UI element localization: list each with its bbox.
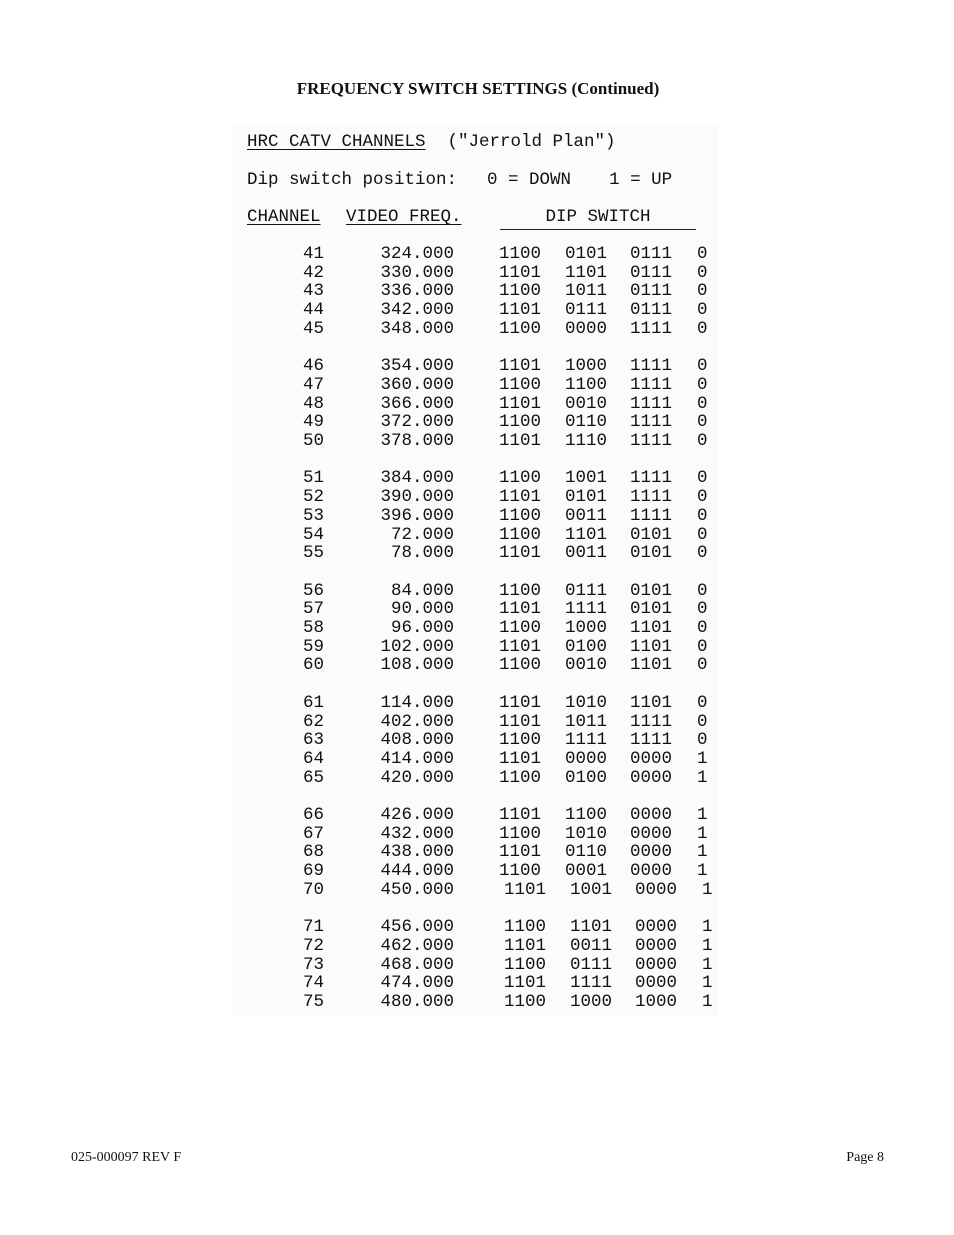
dip-bank-1-cell: 1100 (499, 412, 542, 433)
dip-bank-3-cell: 0000 (630, 842, 673, 863)
video-freq-cell: 468.000 (380, 954, 454, 975)
dip-bank-3-cell: 0101 (630, 580, 673, 601)
channel-cell: 70 (302, 879, 324, 900)
dip-bank-3-cell: 1111 (630, 487, 673, 508)
dip-bank-3-cell: 1111 (630, 356, 673, 377)
dip-bank-3-cell: 1101 (630, 655, 673, 676)
dip-bank-4-cell: 0 (697, 636, 708, 657)
dip-bank-2-cell: 1011 (565, 711, 608, 732)
video-freq-cell: 456.000 (380, 917, 454, 938)
dip-bank-4-cell: 0 (697, 487, 708, 508)
dip-bank-4-cell: 1 (697, 823, 708, 844)
channel-cell: 48 (302, 393, 324, 414)
page-title: FREQUENCY SWITCH SETTINGS (Continued) (296, 79, 660, 98)
dip-bank-2-cell: 0111 (565, 580, 608, 601)
video-freq-cell: 72.000 (390, 524, 454, 545)
video-freq-cell: 462.000 (380, 935, 454, 956)
dip-bank-3-cell: 1111 (630, 730, 673, 751)
dip-bank-1-cell: 1100 (504, 992, 547, 1012)
video-freq-cell: 426.000 (380, 805, 454, 825)
channel-cell: 51 (302, 468, 324, 489)
dip-bank-1-cell: 1100 (499, 823, 542, 844)
video-freq-cell: 78.000 (390, 543, 454, 564)
video-freq-cell: 480.000 (380, 992, 454, 1012)
dip-bank-3-cell: 1111 (630, 711, 673, 732)
dip-bank-2-cell: 1101 (565, 524, 608, 545)
dip-bank-4-cell: 1 (697, 842, 708, 863)
channel-cell: 57 (302, 599, 324, 620)
dip-up-legend: 1 = UP (609, 170, 673, 190)
channel-cell: 71 (302, 917, 324, 938)
dip-bank-2-cell: 0011 (565, 505, 608, 526)
channel-cell: 58 (302, 618, 324, 638)
dip-switch-header: DIP SWITCH (500, 207, 696, 230)
dip-bank-4-cell: 1 (697, 748, 708, 769)
dip-bank-4-cell: 1 (697, 861, 708, 882)
video-freq-cell: 474.000 (380, 973, 454, 994)
dip-bank-4-cell: 0 (697, 655, 708, 676)
channel-cell: 52 (302, 487, 324, 508)
dip-bank-1-cell: 1100 (499, 244, 542, 264)
dip-down-legend: 0 = DOWN (487, 170, 572, 190)
video-freq-cell: 444.000 (380, 861, 454, 882)
dip-bank-2-cell: 0001 (565, 861, 608, 882)
dip-bank-2-cell: 1111 (565, 599, 608, 620)
video-freq-cell: 108.000 (380, 655, 454, 676)
video-freq-cell: 384.000 (380, 468, 454, 489)
channel-cell: 65 (302, 767, 324, 788)
dip-bank-3-cell: 0000 (635, 954, 678, 975)
dip-bank-1-cell: 1101 (499, 431, 542, 451)
channel-cell: 69 (302, 861, 324, 882)
video-freq-cell: 90.000 (390, 599, 454, 620)
channel-cell: 44 (302, 300, 324, 321)
dip-bank-4-cell: 0 (697, 618, 708, 638)
video-freq-cell: 414.000 (380, 748, 454, 769)
dip-bank-2-cell: 0000 (565, 318, 608, 339)
video-freq-cell: 324.000 (380, 244, 454, 264)
dip-bank-4-cell: 0 (697, 244, 708, 264)
table-title-text: HRC CATV CHANNELS (247, 132, 426, 152)
dip-bank-1-cell: 1101 (504, 973, 547, 994)
dip-bank-1-cell: 1100 (499, 318, 542, 339)
video-freq-cell: 354.000 (380, 356, 454, 377)
video-freq-cell: 420.000 (380, 767, 454, 788)
dip-bank-2-cell: 1001 (565, 468, 608, 489)
channel-cell: 62 (302, 711, 324, 732)
dip-bank-2-cell: 1010 (565, 823, 608, 844)
video-freq-cell: 438.000 (380, 842, 454, 863)
dip-bank-1-cell: 1100 (499, 655, 542, 676)
channel-cell: 67 (302, 823, 324, 844)
channel-cell: 42 (302, 262, 324, 283)
dip-bank-2-cell: 0110 (565, 842, 608, 863)
dip-bank-4-cell: 0 (697, 543, 708, 564)
dip-bank-2-cell: 1111 (565, 730, 608, 751)
page-number: Page 8 (846, 1150, 884, 1165)
dip-bank-4-cell: 1 (702, 992, 713, 1012)
dip-bank-1-cell: 1100 (499, 374, 542, 395)
dip-bank-1-cell: 1100 (499, 580, 542, 601)
channel-cell: 50 (302, 431, 324, 451)
dip-bank-4-cell: 0 (697, 711, 708, 732)
dip-bank-4-cell: 0 (697, 281, 708, 302)
dip-bank-2-cell: 0011 (565, 543, 608, 564)
dip-bank-2-cell: 0110 (565, 412, 608, 433)
dip-bank-1-cell: 1101 (499, 636, 542, 657)
dip-bank-2-cell: 1001 (570, 879, 613, 900)
video-freq-cell: 342.000 (380, 300, 454, 321)
dip-bank-2-cell: 0101 (565, 487, 608, 508)
channel-cell: 68 (302, 842, 324, 863)
video-freq-cell: 336.000 (380, 281, 454, 302)
dip-bank-1-cell: 1100 (504, 917, 547, 938)
dip-bank-1-cell: 1101 (499, 356, 542, 377)
video-freq-cell: 396.000 (380, 505, 454, 526)
channel-cell: 56 (302, 580, 324, 601)
doc-number: 025-000097 REV F (71, 1150, 182, 1165)
dip-bank-2-cell: 1111 (570, 973, 613, 994)
dip-bank-3-cell: 0111 (630, 300, 673, 321)
channel-cell: 75 (302, 992, 324, 1012)
dip-bank-1-cell: 1101 (504, 879, 547, 900)
dip-bank-1-cell: 1100 (499, 767, 542, 788)
dip-bank-2-cell: 1000 (565, 618, 608, 638)
dip-bank-3-cell: 1000 (635, 992, 678, 1012)
channel-cell: 54 (302, 524, 324, 545)
dip-bank-3-cell: 0000 (630, 767, 673, 788)
video-freq-cell: 450.000 (380, 879, 454, 900)
channel-header: CHANNEL (247, 207, 321, 227)
dip-bank-4-cell: 0 (697, 692, 708, 713)
channel-cell: 45 (302, 318, 324, 339)
video-freq-cell: 408.000 (380, 730, 454, 751)
dip-bank-4-cell: 0 (697, 412, 708, 433)
dip-bank-2-cell: 0010 (565, 655, 608, 676)
dip-bank-2-cell: 1000 (565, 356, 608, 377)
video-freq-cell: 390.000 (380, 487, 454, 508)
dip-bank-3-cell: 1111 (630, 505, 673, 526)
dip-bank-3-cell: 1101 (630, 692, 673, 713)
dip-position-legend (247, 170, 672, 190)
dip-bank-3-cell: 0000 (630, 823, 673, 844)
channel-cell: 66 (302, 805, 324, 825)
channel-cell: 46 (302, 356, 324, 377)
dip-bank-1-cell: 1101 (499, 842, 542, 863)
video-freq-cell: 432.000 (380, 823, 454, 844)
dip-bank-1-cell: 1100 (499, 730, 542, 751)
dip-bank-1-cell: 1101 (499, 692, 542, 713)
dip-bank-1-cell: 1101 (499, 300, 542, 321)
dip-bank-1-cell: 1100 (499, 505, 542, 526)
dip-bank-3-cell: 1101 (630, 618, 673, 638)
dip-bank-1-cell: 1101 (504, 935, 547, 956)
dip-bank-3-cell: 1111 (630, 374, 673, 395)
dip-bank-4-cell: 1 (702, 879, 713, 900)
channel-cell: 49 (302, 412, 324, 433)
dip-bank-2-cell: 0101 (565, 244, 608, 264)
dip-bank-4-cell: 0 (697, 468, 708, 489)
video-freq-cell: 84.000 (390, 580, 454, 601)
dip-bank-3-cell: 0000 (635, 917, 678, 938)
dip-bank-2-cell: 1100 (565, 374, 608, 395)
dip-bank-1-cell: 1101 (499, 262, 542, 283)
dip-bank-1-cell: 1101 (499, 487, 542, 508)
dip-bank-4-cell: 1 (697, 805, 708, 825)
video-freq-cell: 114.000 (380, 692, 454, 713)
table-subtitle: ("Jerrold Plan") (447, 132, 616, 152)
dip-bank-1-cell: 1100 (504, 954, 547, 975)
channel-cell: 63 (302, 730, 324, 751)
dip-bank-4-cell: 0 (697, 300, 708, 321)
dip-bank-4-cell: 1 (702, 973, 713, 994)
dip-bank-1-cell: 1101 (499, 543, 542, 564)
dip-bank-4-cell: 0 (697, 505, 708, 526)
dip-bank-3-cell: 1111 (630, 318, 673, 339)
dip-bank-2-cell: 1101 (565, 262, 608, 283)
dip-bank-3-cell: 1111 (630, 393, 673, 414)
channel-cell: 60 (302, 655, 324, 676)
dip-bank-3-cell: 0101 (630, 599, 673, 620)
channel-cell: 74 (302, 973, 324, 994)
channel-cell: 64 (302, 748, 324, 769)
dip-bank-2-cell: 0100 (565, 767, 608, 788)
dip-bank-4-cell: 0 (697, 580, 708, 601)
dip-bank-1-cell: 1101 (499, 393, 542, 414)
dip-bank-1-cell: 1100 (499, 281, 542, 302)
dip-bank-3-cell: 0101 (630, 524, 673, 545)
dip-bank-3-cell: 0000 (630, 748, 673, 769)
dip-bank-4-cell: 0 (697, 318, 708, 339)
dip-bank-1-cell: 1101 (499, 711, 542, 732)
dip-bank-3-cell: 0000 (630, 861, 673, 882)
dip-bank-1-cell: 1100 (499, 524, 542, 545)
dip-bank-2-cell: 1010 (565, 692, 608, 713)
dip-bank-2-cell: 0010 (565, 393, 608, 414)
dip-bank-4-cell: 0 (697, 599, 708, 620)
dip-bank-3-cell: 0111 (630, 244, 673, 264)
channel-cell: 41 (302, 244, 324, 264)
video-freq-cell: 330.000 (380, 262, 454, 283)
dip-bank-1-cell: 1101 (499, 599, 542, 620)
dip-bank-1-cell: 1100 (499, 468, 542, 489)
dip-bank-1-cell: 1101 (499, 748, 542, 769)
video-freq-cell: 102.000 (380, 636, 454, 657)
dip-bank-4-cell: 0 (697, 262, 708, 283)
channel-cell: 55 (302, 543, 324, 564)
video-freq-cell: 348.000 (380, 318, 454, 339)
dip-bank-2-cell: 1101 (570, 917, 613, 938)
dip-bank-4-cell: 0 (697, 730, 708, 751)
dip-bank-2-cell: 0011 (570, 935, 613, 956)
dip-bank-4-cell: 1 (702, 917, 713, 938)
channel-cell: 61 (302, 692, 324, 713)
channel-cell: 43 (302, 281, 324, 302)
dip-bank-2-cell: 1011 (565, 281, 608, 302)
dip-bank-2-cell: 0000 (565, 748, 608, 769)
dip-bank-4-cell: 1 (702, 935, 713, 956)
dip-bank-1-cell: 1100 (499, 618, 542, 638)
dip-bank-4-cell: 0 (697, 356, 708, 377)
dip-bank-3-cell: 1111 (630, 431, 673, 451)
video-freq-cell: 372.000 (380, 412, 454, 433)
table-title (247, 132, 616, 152)
channel-cell: 53 (302, 505, 324, 526)
dip-bank-3-cell: 0111 (630, 262, 673, 283)
dip-bank-2-cell: 1110 (565, 431, 608, 451)
video-freq-cell: 402.000 (380, 711, 454, 732)
channel-cell: 59 (302, 636, 324, 657)
dip-bank-3-cell: 0111 (630, 281, 673, 302)
channel-cell: 73 (302, 954, 324, 975)
dip-bank-3-cell: 1111 (630, 412, 673, 433)
dip-bank-3-cell: 0000 (635, 879, 678, 900)
dip-bank-3-cell: 1111 (630, 468, 673, 489)
dip-bank-2-cell: 0100 (565, 636, 608, 657)
channel-cell: 47 (302, 374, 324, 395)
dip-bank-4-cell: 0 (697, 524, 708, 545)
video-freq-cell: 366.000 (380, 393, 454, 414)
dip-bank-3-cell: 0101 (630, 543, 673, 564)
video-freq-cell: 378.000 (380, 431, 454, 451)
dip-bank-2-cell: 0111 (565, 300, 608, 321)
dip-bank-2-cell: 1000 (570, 992, 613, 1012)
dip-bank-4-cell: 0 (697, 393, 708, 414)
dip-position-label: Dip switch position: (247, 170, 458, 190)
dip-bank-4-cell: 0 (697, 431, 708, 451)
dip-bank-4-cell: 1 (702, 954, 713, 975)
video-freq-cell: 96.000 (390, 618, 454, 638)
dip-bank-3-cell: 0000 (630, 805, 673, 825)
dip-bank-3-cell: 1101 (630, 636, 673, 657)
dip-bank-1-cell: 1100 (499, 861, 542, 882)
video-freq-cell: 360.000 (380, 374, 454, 395)
dip-bank-3-cell: 0000 (635, 935, 678, 956)
dip-bank-4-cell: 0 (697, 374, 708, 395)
dip-bank-1-cell: 1101 (499, 805, 542, 825)
channel-cell: 72 (302, 935, 324, 956)
dip-bank-2-cell: 0111 (570, 954, 613, 975)
video-freq-header: VIDEO FREQ. (346, 207, 462, 227)
dip-bank-3-cell: 0000 (635, 973, 678, 994)
dip-bank-2-cell: 1100 (565, 805, 608, 825)
dip-bank-4-cell: 1 (697, 767, 708, 788)
